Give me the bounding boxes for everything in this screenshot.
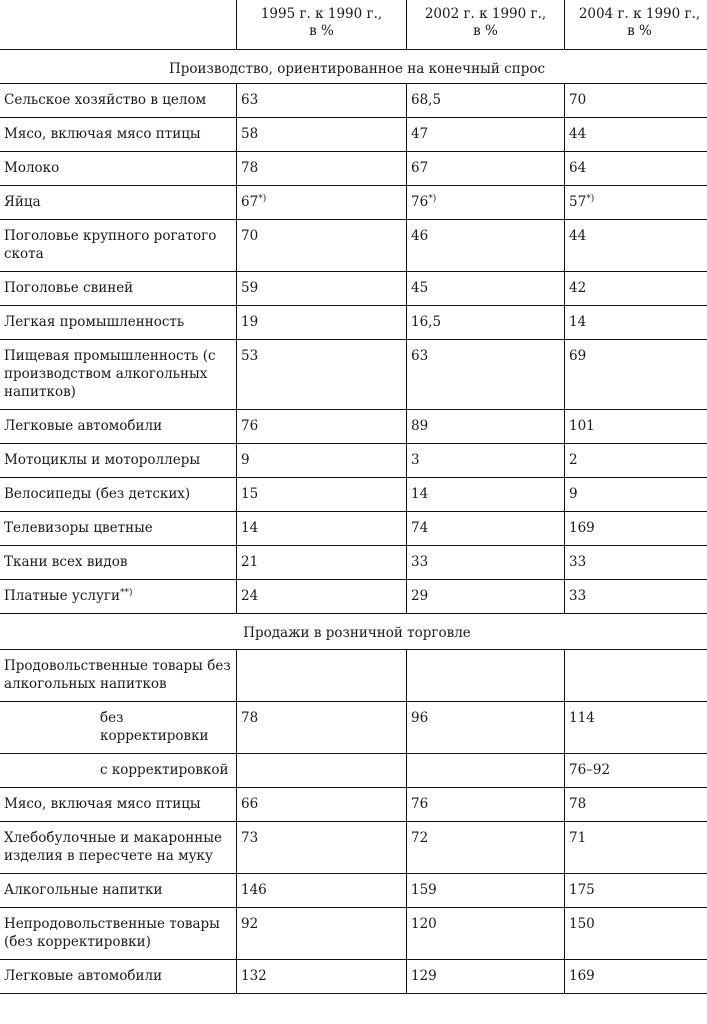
value-cell: 169 — [565, 511, 707, 545]
value-cell: 9 — [237, 443, 407, 477]
footnote-mark: *) — [258, 193, 267, 204]
row-label: Продовольственные товары без алкогольных напитков — [0, 649, 237, 701]
header-cell-2002: 2002 г. к 1990 г., в % — [407, 0, 565, 49]
value-cell: 120 — [407, 907, 565, 959]
value-cell: 89 — [407, 409, 565, 443]
value-cell: 67 — [407, 151, 565, 185]
value-cell: 71 — [565, 821, 707, 873]
header-empty-cell — [0, 0, 237, 49]
value-cell: 146 — [237, 873, 407, 907]
row-label: Телевизоры цветные — [0, 511, 237, 545]
value-cell: 76 — [237, 409, 407, 443]
table-row — [0, 409, 707, 443]
value-cell: 74 — [407, 511, 565, 545]
value-cell: 64 — [565, 151, 707, 185]
value-cell: 19 — [237, 305, 407, 339]
value-cell — [407, 649, 565, 701]
table-row — [0, 787, 707, 821]
value-cell: 63 — [237, 83, 407, 117]
value-cell: 92 — [237, 907, 407, 959]
table-row — [0, 579, 707, 613]
table-row — [0, 185, 707, 219]
value-cell — [407, 753, 565, 787]
value-cell: 59 — [237, 271, 407, 305]
value-cell: 169 — [565, 959, 707, 993]
value-cell: 78 — [565, 787, 707, 821]
section-title: Производство, ориентированное на конечный спрос — [0, 49, 707, 83]
value-cell — [565, 649, 707, 701]
row-label: Сельское хозяйство в целом — [0, 83, 237, 117]
table-row — [0, 117, 707, 151]
value-cell: 66 — [237, 787, 407, 821]
value-cell: 2 — [565, 443, 707, 477]
table-row — [0, 873, 707, 907]
section-title: Продажи в розничной торговле — [0, 613, 707, 649]
table-row — [0, 151, 707, 185]
value-cell: 67*) — [237, 185, 407, 219]
value-cell: 47 — [407, 117, 565, 151]
value-cell: 73 — [237, 821, 407, 873]
table-row — [0, 907, 707, 959]
footnote-mark: *) — [586, 193, 595, 204]
table-row — [0, 649, 707, 701]
value-cell: 46 — [407, 219, 565, 271]
value-cell: 132 — [237, 959, 407, 993]
table-row — [0, 339, 707, 409]
value-cell: 21 — [237, 545, 407, 579]
value-cell: 101 — [565, 409, 707, 443]
row-label: Поголовье крупного рогатого скота — [0, 219, 237, 271]
value-cell: 42 — [565, 271, 707, 305]
row-label: Мотоциклы и мотороллеры — [0, 443, 237, 477]
row-label: Непродовольственные товары (без корректировки) — [0, 907, 237, 959]
value-cell: 29 — [407, 579, 565, 613]
table-row — [0, 821, 707, 873]
table-row — [0, 753, 707, 787]
row-label: Легковые автомобили — [0, 959, 237, 993]
row-label: Мясо, включая мясо птицы — [0, 117, 237, 151]
row-label: Алкогольные напитки — [0, 873, 237, 907]
row-label: Молоко — [0, 151, 237, 185]
value-cell: 78 — [237, 151, 407, 185]
value-cell: 70 — [237, 219, 407, 271]
row-label: Пищевая промышленность (с производством алкогольных напитков) — [0, 339, 237, 409]
header-cell-2004: 2004 г. к 1990 г., в % — [565, 0, 707, 49]
value-cell: 16,5 — [407, 305, 565, 339]
value-cell: 58 — [237, 117, 407, 151]
value-cell: 44 — [565, 117, 707, 151]
row-label: без корректировки — [0, 701, 237, 753]
value-cell: 45 — [407, 271, 565, 305]
row-label: Велосипеды (без детских) — [0, 477, 237, 511]
row-label: Платные услуги**) — [0, 579, 237, 613]
value-cell: 159 — [407, 873, 565, 907]
table-row — [0, 305, 707, 339]
value-cell: 69 — [565, 339, 707, 409]
row-label: Яйца — [0, 185, 237, 219]
value-cell: 24 — [237, 579, 407, 613]
table-row — [0, 701, 707, 753]
table-row — [0, 443, 707, 477]
value-cell — [237, 753, 407, 787]
table-row — [0, 545, 707, 579]
value-cell: 76 — [407, 787, 565, 821]
value-cell: 53 — [237, 339, 407, 409]
value-cell: 68,5 — [407, 83, 565, 117]
section-title-row — [0, 49, 707, 83]
value-cell — [237, 649, 407, 701]
table-row — [0, 511, 707, 545]
footnote-mark: *) — [428, 193, 437, 204]
section-title-row — [0, 613, 707, 649]
header-row — [0, 0, 707, 49]
value-cell: 14 — [407, 477, 565, 511]
value-cell: 114 — [565, 701, 707, 753]
value-cell: 3 — [407, 443, 565, 477]
value-cell: 72 — [407, 821, 565, 873]
table-row — [0, 219, 707, 271]
table-row — [0, 477, 707, 511]
row-label: Легкая промышленность — [0, 305, 237, 339]
footnote-mark: **) — [119, 587, 133, 598]
row-label: Мясо, включая мясо птицы — [0, 787, 237, 821]
row-label: Хлебобулочные и макаронные изделия в пересчете на муку — [0, 821, 237, 873]
value-cell: 76*) — [407, 185, 565, 219]
row-label: с корректировкой — [0, 753, 237, 787]
value-cell: 33 — [565, 545, 707, 579]
row-label: Ткани всех видов — [0, 545, 237, 579]
value-cell: 63 — [407, 339, 565, 409]
value-cell: 33 — [407, 545, 565, 579]
header-cell-1995: 1995 г. к 1990 г., в % — [237, 0, 407, 49]
value-cell: 150 — [565, 907, 707, 959]
value-cell: 78 — [237, 701, 407, 753]
value-cell: 14 — [565, 305, 707, 339]
value-cell: 96 — [407, 701, 565, 753]
value-cell: 9 — [565, 477, 707, 511]
table-row — [0, 83, 707, 117]
value-cell: 33 — [565, 579, 707, 613]
row-label: Легковые автомобили — [0, 409, 237, 443]
value-cell: 57*) — [565, 185, 707, 219]
value-cell: 44 — [565, 219, 707, 271]
value-cell: 129 — [407, 959, 565, 993]
value-cell: 175 — [565, 873, 707, 907]
value-cell: 14 — [237, 511, 407, 545]
table-row — [0, 271, 707, 305]
value-cell: 70 — [565, 83, 707, 117]
table-row — [0, 959, 707, 993]
value-cell: 76–92 — [565, 753, 707, 787]
row-label: Поголовье свиней — [0, 271, 237, 305]
value-cell: 15 — [237, 477, 407, 511]
